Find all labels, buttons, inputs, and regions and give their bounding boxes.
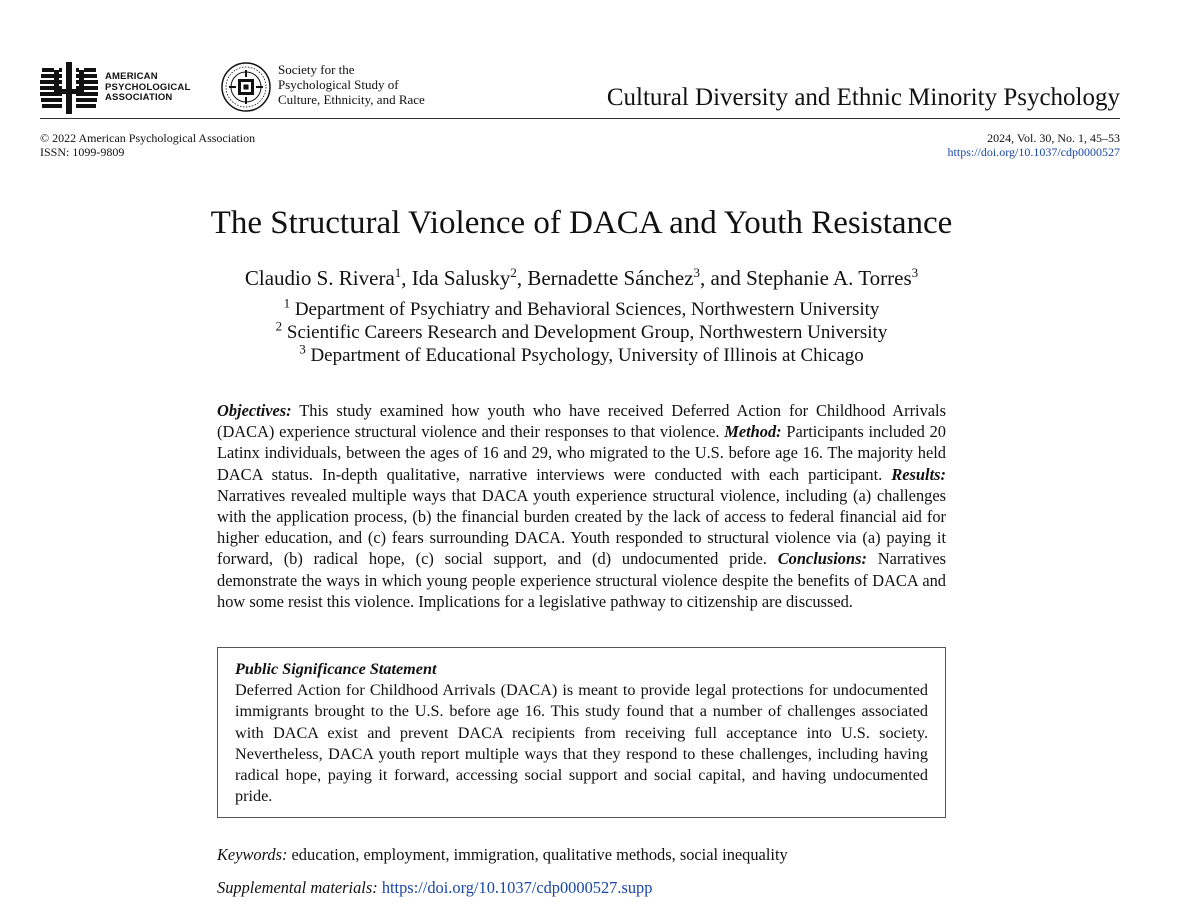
journal-title: Cultural Diversity and Ethnic Minority Psychology bbox=[606, 84, 1120, 111]
affiliation-text: Department of Psychiatry and Behavioral Sciences, Northwestern University bbox=[294, 299, 880, 320]
affiliation-marker: 3 bbox=[299, 341, 306, 357]
affiliation-marker: 1 bbox=[283, 295, 291, 311]
abstract-conclusions: Narratives demonstrate the ways in which young people experience structural violence despite the benefits of DACA and how some resist this violence. Implications for a legislative pathway to citizenship are discussed. bbox=[217, 549, 946, 611]
author-name: Ida Salusky bbox=[411, 266, 511, 290]
header-rule bbox=[40, 118, 1120, 119]
author-affiliation-marker: 2 bbox=[510, 265, 517, 280]
abstract-method-label: Method: bbox=[724, 422, 782, 442]
abstract-results: Narratives revealed multiple ways that DACA youth experience structural violence, including (a) challenges with the application process, (b) the financial burden created by the lack of access to federal financial aid for higher education, and (c) fears surrounding DACA. Youth responded to structural violence via (a) paying it forward, (b) radical hope, (c) social support, and (d) undocumented pride. bbox=[217, 485, 946, 569]
affiliation-text: Scientific Careers Research and Development Group, Northwestern University bbox=[286, 322, 888, 343]
supplemental-label: Supplemental materials: bbox=[217, 878, 378, 897]
author-list bbox=[0, 266, 1163, 291]
author-separator: , bbox=[401, 266, 412, 290]
author-name: Claudio S. Rivera bbox=[244, 266, 395, 290]
supplemental-link[interactable]: https://doi.org/10.1037/cdp0000527.supp bbox=[381, 878, 653, 897]
affiliation bbox=[0, 318, 1163, 344]
author-affiliation-marker: 3 bbox=[911, 265, 919, 280]
apa-logo-line: ASSOCIATION bbox=[105, 92, 173, 103]
society-name bbox=[278, 62, 425, 107]
affiliation-marker: 2 bbox=[275, 318, 283, 334]
affiliation bbox=[0, 295, 1163, 321]
volume-line: 2024, Vol. 30, No. 1, 45–53 bbox=[987, 131, 1120, 145]
public-significance-box bbox=[217, 647, 946, 818]
affiliation-text: Department of Educational Psychology, University of Illinois at Chicago bbox=[310, 345, 864, 366]
abstract-conclusions-label: Conclusions: bbox=[777, 549, 867, 569]
abstract bbox=[217, 400, 946, 612]
apa-logo-line: AMERICAN bbox=[105, 71, 158, 82]
public-significance-heading: Public Significance Statement bbox=[235, 660, 437, 678]
keywords-label: Keywords: bbox=[217, 845, 288, 864]
author-affiliation-marker: 1 bbox=[394, 265, 402, 280]
society-name-line: Culture, Ethnicity, and Race bbox=[278, 92, 425, 107]
society-name-line: Psychological Study of bbox=[278, 77, 399, 92]
abstract-results-label: Results: bbox=[891, 464, 946, 484]
society-seal-icon bbox=[220, 61, 272, 113]
author-separator: , bbox=[516, 266, 528, 290]
public-significance-body: Deferred Action for Childhood Arrivals (DACA) is meant to provide legal protections for undocumented immigrants brought to the U.S. before age 16. This study found that a number of challenges associated with DACA exist and prevent DACA recipients from receiving full acceptance into U.S. society. Nevertheless, DACA youth report multiple ways that they respond to these challenges, including having radical hope, paying it forward, accessing social support and social capital, and having undocumented pride. bbox=[235, 681, 928, 806]
publication-info-right bbox=[948, 131, 1120, 159]
apa-logo-icon bbox=[40, 62, 98, 114]
article-title: The Structural Violence of DACA and Youth Resistance bbox=[210, 205, 953, 241]
publication-info-left bbox=[40, 131, 255, 159]
keywords-text: education, employment, immigration, qualitative methods, social inequality bbox=[291, 845, 788, 864]
supplemental-line bbox=[217, 878, 652, 898]
apa-logo-line: PSYCHOLOGICAL bbox=[105, 81, 191, 93]
abstract-objectives: This study examined how youth who have received Deferred Action for Childhood Arrivals (DACA) experience structural violence and their responses to that violence. bbox=[217, 401, 946, 442]
issn-line: ISSN: 1099-9809 bbox=[40, 145, 125, 159]
affiliation bbox=[0, 341, 1163, 367]
abstract-method: Participants included 20 Latinx individuals, between the ages of 16 and 29, who migrated to the U.S. before age 16. The majority held DACA status. In-depth qualitative, narrative interviews were conducted with each participant. bbox=[217, 422, 946, 484]
society-name-line: Society for the bbox=[278, 62, 355, 77]
copyright-line: © 2022 American Psychological Association bbox=[40, 131, 256, 145]
author-name: Bernadette Sánchez bbox=[527, 266, 694, 290]
doi-link[interactable]: https://doi.org/10.1037/cdp0000527 bbox=[947, 145, 1120, 159]
apa-logo-wordmark bbox=[105, 72, 190, 104]
affiliation-list bbox=[0, 295, 1163, 367]
abstract-objectives-label: Objectives: bbox=[217, 401, 292, 420]
author-name: Stephanie A. Torres bbox=[746, 266, 912, 290]
author-separator: , and bbox=[700, 266, 747, 290]
author-affiliation-marker: 3 bbox=[693, 265, 701, 280]
keywords-line bbox=[217, 845, 788, 865]
